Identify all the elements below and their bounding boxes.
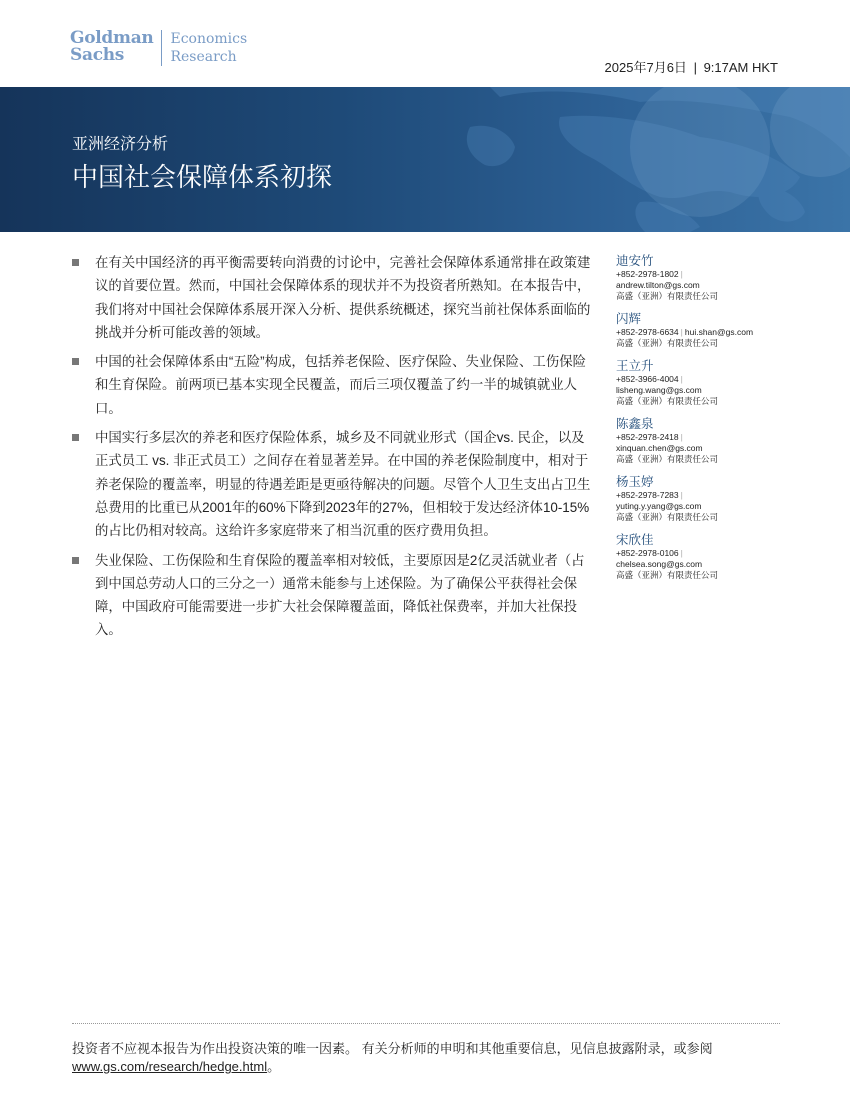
bullet-text: 中国的社会保障体系由“五险”构成，包括养老保险、医疗保险、失业保险、工伤保险和生育保险。前两项已基本实现全民覆盖，而后三项仅覆盖了约一半的城镇就业人口。	[95, 354, 586, 416]
bullet-text: 失业保险、工伤保险和生育保险的覆盖率相对较低，主要原因是2亿灵活就业者（占到中国总劳动人口的三分之一）通常未能参与上述保险。为了确保公平获得社会保障，中国政府可能需要进一步扩大社会保障覆盖面，降低社保费率，并加大社保投入。	[95, 552, 585, 638]
analyst-firm: 高盛（亚洲）有限责任公司	[616, 454, 719, 464]
logo-divider	[161, 30, 162, 66]
bullet-item	[72, 350, 594, 420]
analyst-email[interactable]: chelsea.song@gs.com	[616, 559, 703, 569]
bullet-text: 中国实行多层次的养老和医疗保险体系，城乡及不同就业形式（国企vs. 民企，以及正式员工 vs. 非正式员工）之间存在着显著差异。在中国的养老保险制度中，相对于养老保险的覆盖率，明显的待遇差距是更亟待解决的问题。尽管个人卫生支出占卫生总费用的比重已从2001年的60%下降到2023年的27%，但相较于发达经济体10-15%的占比仍相对较高。这给许多家庭带来了相当沉重的医疗费用负担。	[95, 430, 591, 539]
analyst-phone: +852-2978-0106	[616, 548, 679, 558]
analyst-card: 王立升 +852-3966-4004 | lisheng.wang@gs.com 高盛（亚洲）有限责任公司	[616, 358, 786, 407]
title-banner	[0, 87, 850, 232]
bullet-item	[72, 549, 594, 642]
analyst-email[interactable]: hui.shan@gs.com	[684, 327, 754, 337]
analyst-firm: 高盛（亚洲）有限责任公司	[616, 570, 719, 580]
analyst-firm: 高盛（亚洲）有限责任公司	[616, 338, 719, 348]
analyst-name: 宋欣佳	[616, 533, 654, 547]
banner-subtitle: 亚洲经济分析	[72, 136, 169, 153]
analyst-phone: +852-2978-7283	[616, 490, 679, 500]
report-title: 中国社会保障体系初探	[72, 162, 333, 192]
footer-period: 。	[267, 1059, 281, 1074]
analyst-name: 陈鑫泉	[616, 417, 654, 431]
analyst-list	[616, 253, 786, 590]
time-text: 9:17AM HKT	[703, 60, 778, 75]
analyst-phone: +852-2978-2418	[616, 432, 679, 442]
footer-text: 投资者不应视本报告为作出投资决策的唯一因素。 有关分析师的申明和其他重要信息，见信息披露附录，或参阅	[72, 1041, 713, 1056]
analyst-email[interactable]: yuting.y.yang@gs.com	[616, 501, 702, 511]
bullet-square-icon	[72, 434, 79, 441]
bullet-item	[72, 251, 594, 344]
analyst-card: 杨玉婷 +852-2978-7283 | yuting.y.yang@gs.com 高盛（亚洲）有限责任公司	[616, 474, 786, 523]
analyst-card: 迪安竹 +852-2978-1802 | andrew.tilton@gs.com 高盛（亚洲）有限责任公司	[616, 253, 786, 302]
analyst-email[interactable]: lisheng.wang@gs.com	[616, 385, 702, 395]
analyst-firm: 高盛（亚洲）有限责任公司	[616, 512, 719, 522]
analyst-name: 王立升	[616, 359, 654, 373]
analyst-email[interactable]: xinquan.chen@gs.com	[616, 443, 703, 453]
analyst-phone: +852-3966-4004	[616, 374, 679, 384]
analyst-name: 迪安竹	[616, 254, 654, 268]
bullet-square-icon	[72, 358, 79, 365]
logo-wordmark: Goldman Sachs	[70, 28, 154, 65]
date-separator: |	[693, 60, 697, 75]
bullet-square-icon	[72, 259, 79, 266]
disclosure-footer	[72, 1040, 780, 1076]
analyst-firm: 高盛（亚洲）有限责任公司	[616, 291, 719, 301]
bullet-item	[72, 426, 594, 542]
logo-economics-research: Economics Research	[170, 31, 248, 65]
analyst-firm: 高盛（亚洲）有限责任公司	[616, 396, 719, 406]
footer-divider	[72, 1023, 780, 1024]
analyst-card: 闪辉 +852-2978-6634 | hui.shan@gs.com 高盛（亚洲）有限责任公司	[616, 311, 786, 349]
analyst-name: 闪辉	[616, 312, 642, 326]
goldman-sachs-logo	[70, 30, 247, 66]
bullet-square-icon	[72, 557, 79, 564]
bullet-text: 在有关中国经济的再平衡需要转向消费的讨论中，完善社会保障体系通常排在政策建议的首要位置。然而，中国社会保障体系的现状并不为投资者所熟知。在本报告中，我们将对中国社会保障体系展开深入分析、提供系统概述，探究当前社保体系面临的挑战并分析可能改善的领域。	[95, 255, 591, 340]
date-text: 2025年7月6日	[604, 60, 687, 75]
disclosure-link[interactable]: www.gs.com/research/hedge.html	[72, 1059, 268, 1074]
analyst-phone: +852-2978-1802	[616, 269, 679, 279]
analyst-email[interactable]: andrew.tilton@gs.com	[616, 280, 700, 290]
analyst-phone: +852-2978-6634	[616, 327, 679, 337]
publication-date	[605, 57, 778, 76]
analyst-name: 杨玉婷	[616, 475, 654, 489]
summary-bullets	[72, 251, 594, 648]
analyst-card: 陈鑫泉 +852-2978-2418 | xinquan.chen@gs.com 高盛（亚洲）有限责任公司	[616, 416, 786, 465]
analyst-card: 宋欣佳 +852-2978-0106 | chelsea.song@gs.com 高盛（亚洲）有限责任公司	[616, 532, 786, 581]
